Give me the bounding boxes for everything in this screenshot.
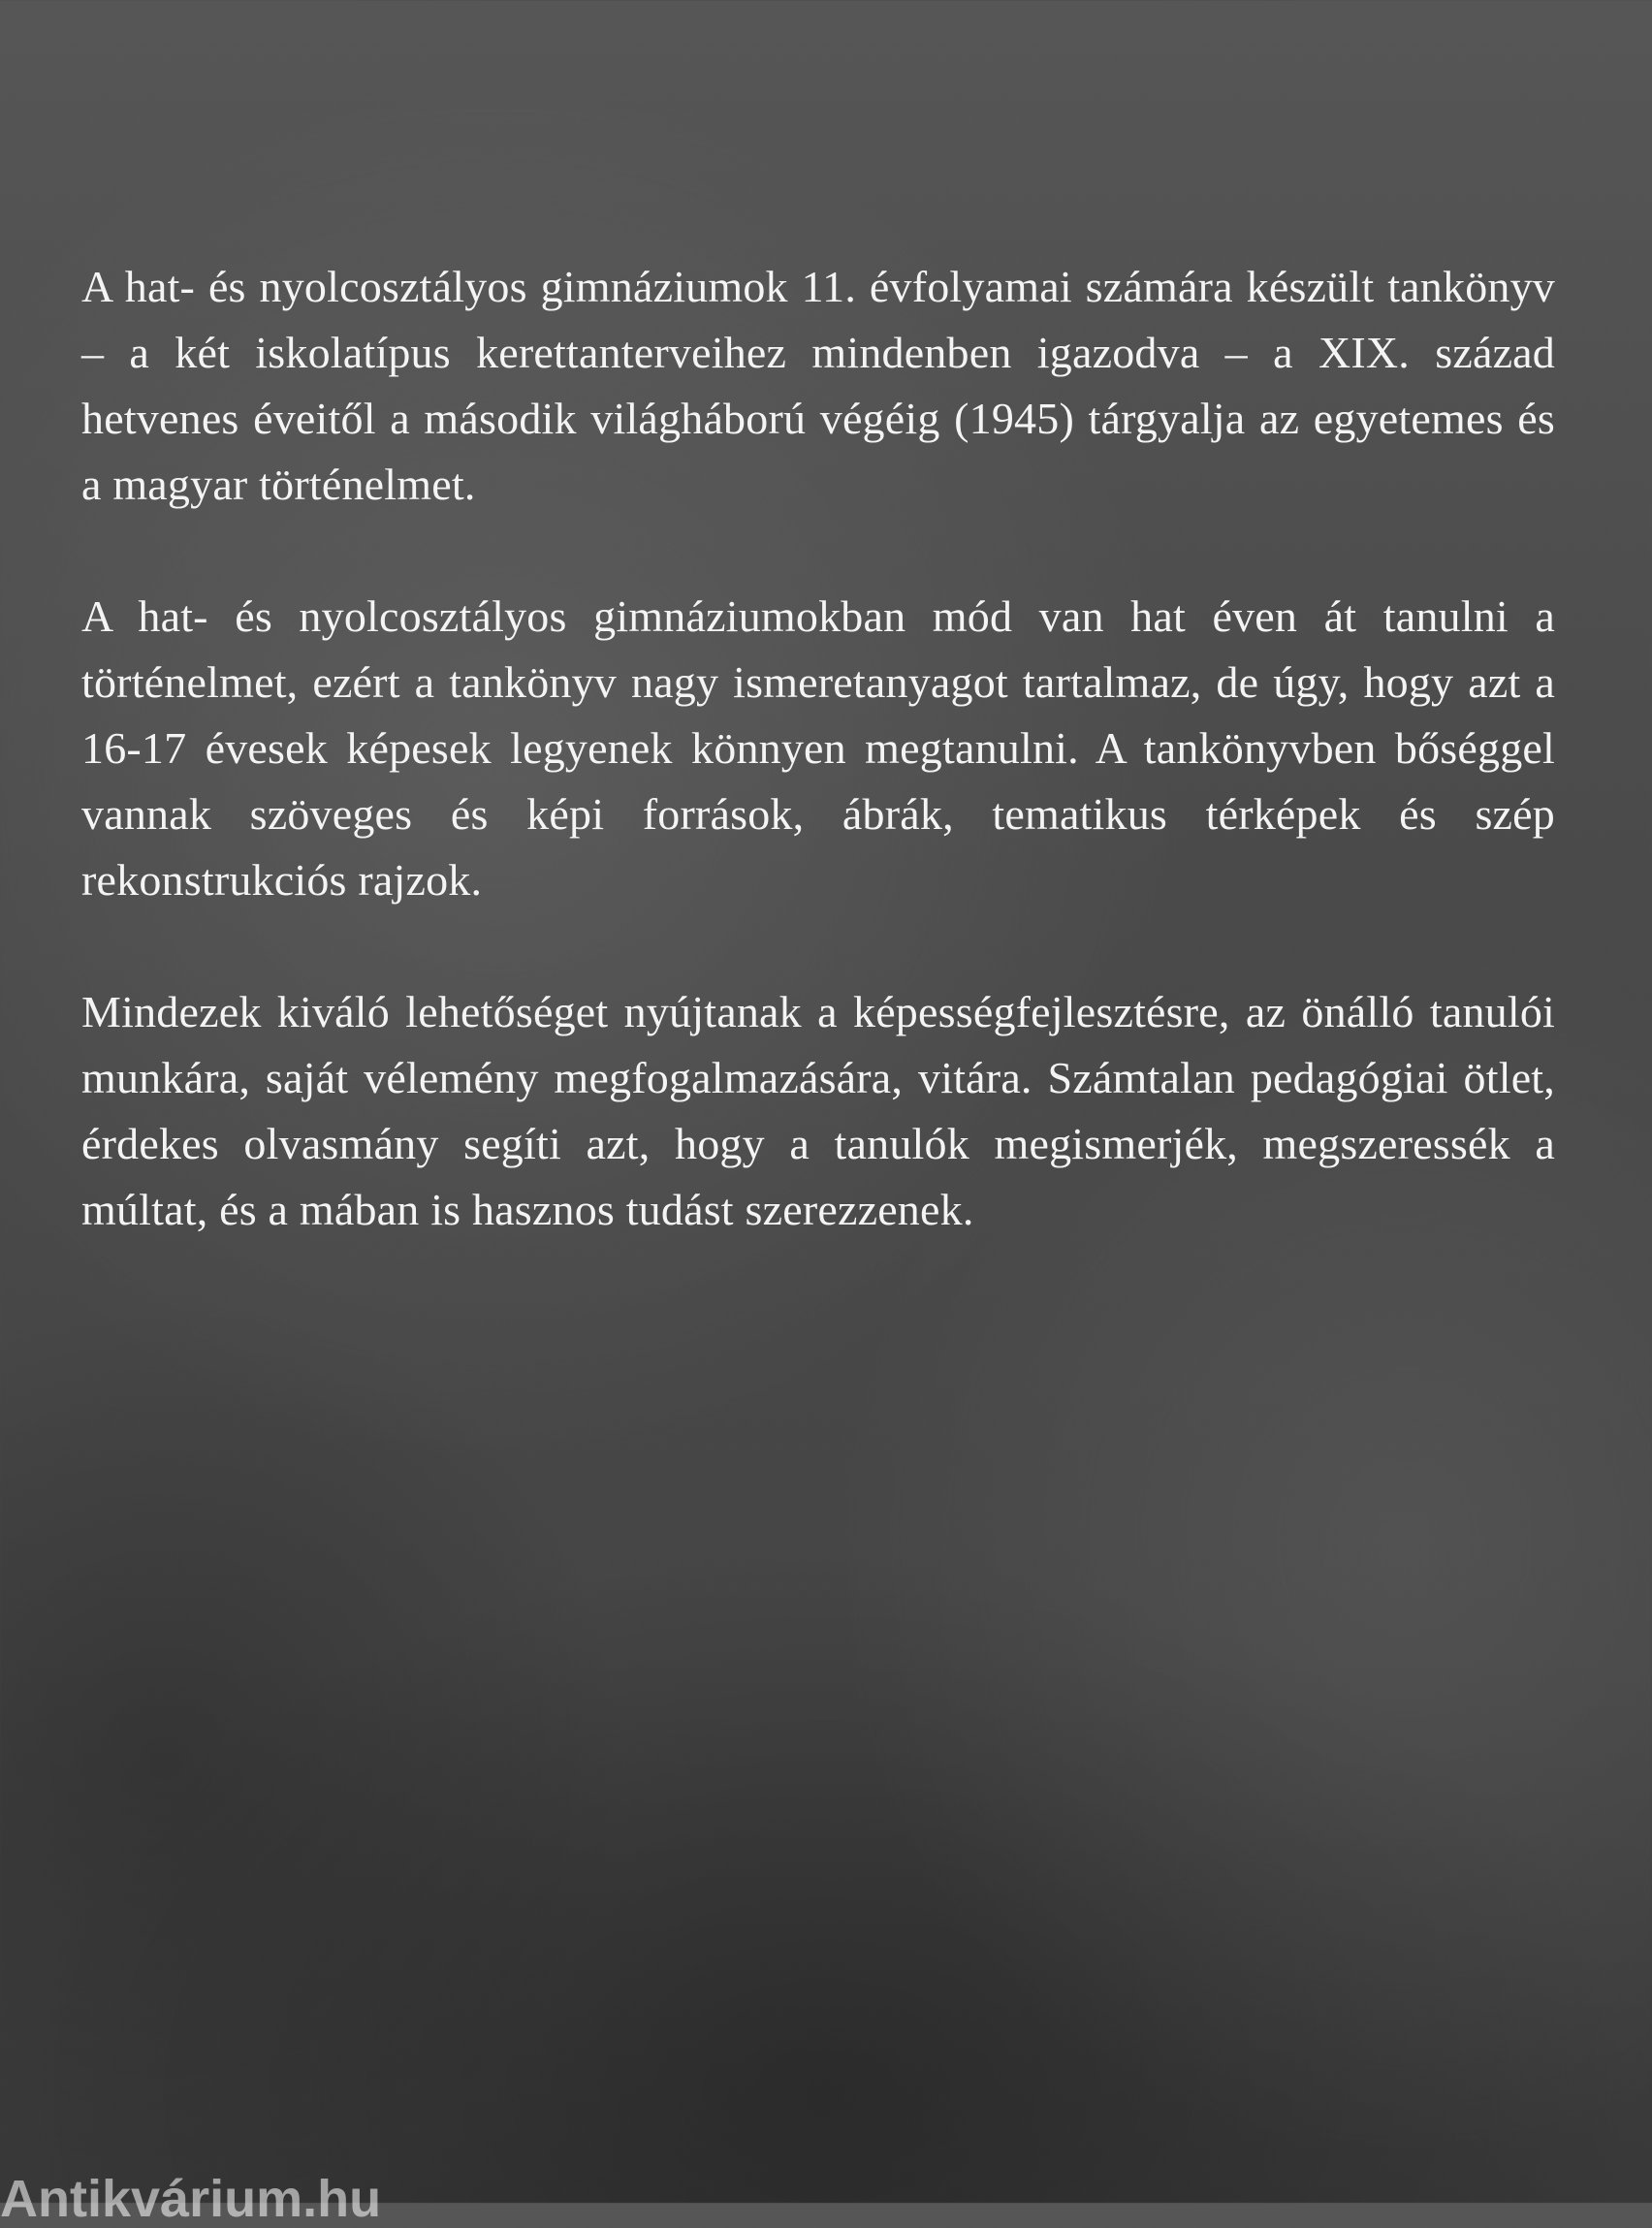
blurb-paragraph-1: A hat- és nyolcosztályos gimnáziumok 11. évfolyamai számára készült tankönyv – a két iskolatípus kerettanterveihez mindenben igazodva – a XIX. század hetvenes éveitől a második világháború végéig (1945) tárgyalja az egyetemes és a magyar történelmet.: [81, 262, 1555, 509]
cover-blurb: [81, 254, 1555, 1243]
blurb-paragraph-2: A hat- és nyolcosztályos gimnáziumokban mód van hat éven át tanulni a történelmet, ezért a tankönyv nagy ismeretanyagot tartalmaz, de úgy, hogy azt a 16-17 évesek képesek legyenek könnyen megtanulni. A tankönyvben bőséggel vannak szöveges és képi források, ábrák, tematikus térképek és szép rekonstrukciós rajzok.: [81, 591, 1555, 905]
blurb-paragraph-3: Mindezek kiváló lehetőséget nyújtanak a képességfejlesztésre, az önálló tanulói munkára, saját vélemény megfogalmazására, vitára. Számtalan pedagógiai ötlet, érdekes olvasmány segíti azt, hogy a tanulók megismerjék, megszeressék a múltat, és a mában is hasznos tudást szerezzenek.: [81, 987, 1555, 1234]
watermark-text: Antikvárium.hu: [0, 2170, 382, 2228]
